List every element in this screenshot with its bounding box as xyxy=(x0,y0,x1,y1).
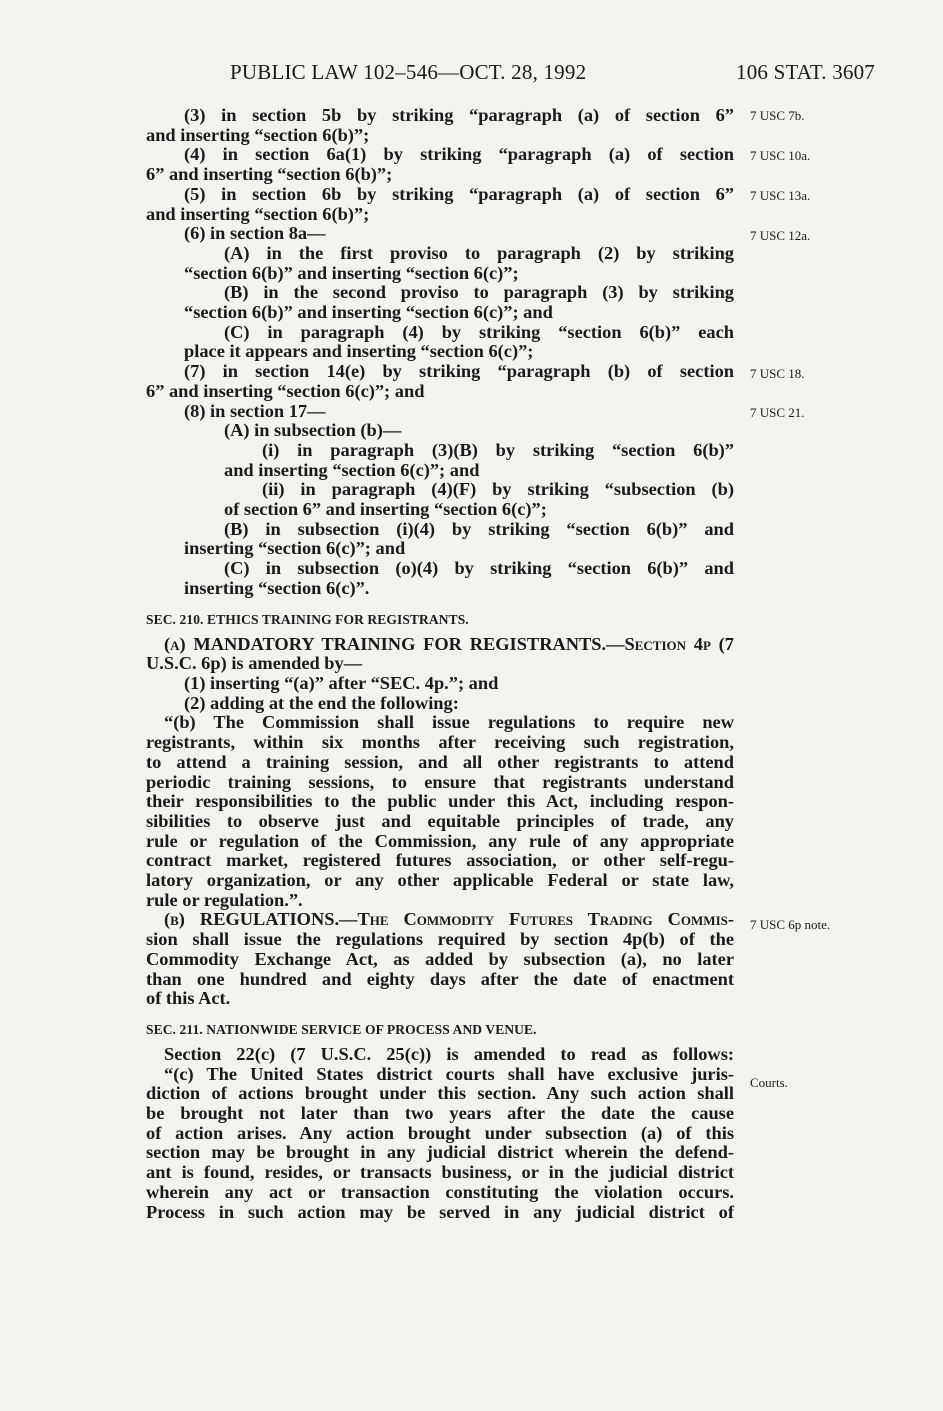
text-line: (B) in subsection (i)(4) by striking “section 6(b)” and xyxy=(224,518,734,539)
text-line: sion shall issue the regulations required by section 4p(b) of the xyxy=(146,929,734,950)
text-line: contract market, registered futures association, or other self-regu- xyxy=(146,850,734,871)
text-line: Section 22(c) (7 U.S.C. 25(c)) is amended to read as follows: xyxy=(164,1043,734,1064)
text-line: “section 6(b)” and inserting “section 6(c)”; xyxy=(184,262,519,283)
text-line: (7) in section 14(e) by striking “paragraph (b) of section xyxy=(184,361,734,382)
text-line: “section 6(b)” and inserting “section 6(c)”; and xyxy=(184,302,553,323)
text-line: 6” and inserting “section 6(b)”; xyxy=(146,164,393,185)
text-line: (C) in paragraph (4) by striking “section 6(b)” each xyxy=(224,321,734,342)
text-line: (5) in section 6b by striking “paragraph (a) of section 6” xyxy=(184,183,734,204)
text-line: (C) in subsection (o)(4) by striking “section 6(b)” and xyxy=(224,558,734,579)
text-line: of this Act. xyxy=(146,988,231,1009)
page-header xyxy=(110,60,875,88)
text-line: inserting “section 6(c)”; and xyxy=(184,538,406,559)
text-line: sibilities to observe just and equitable principles of trade, any xyxy=(146,810,734,831)
margin-note: 7 USC 12a. xyxy=(750,228,811,243)
text-line: and inserting “section 6(b)”; xyxy=(146,203,370,224)
text-line: (ii) in paragraph (4)(F) by striking “subsection (b) xyxy=(262,479,734,500)
text-line: (b) REGULATIONS.—The Commodity Futures Trading Commis- xyxy=(164,909,734,930)
margin-note: 7 USC 7b. xyxy=(750,108,805,123)
text-line: be brought not later than two years after the date the cause xyxy=(146,1103,734,1124)
text-line: (2) adding at the end the following: xyxy=(184,692,459,713)
text-line: and inserting “section 6(b)”; xyxy=(146,124,370,145)
margin-note: 7 USC 6p note. xyxy=(750,917,831,932)
text-line: section may be brought in any judicial district wherein the defend- xyxy=(146,1142,734,1163)
text-line: place it appears and inserting “section 6(c)”; xyxy=(184,341,534,362)
text-line: (4) in section 6a(1) by striking “paragraph (a) of section xyxy=(184,144,734,165)
margin-note: Courts. xyxy=(750,1075,788,1090)
body-text xyxy=(146,106,734,1222)
text-line: than one hundred and eighty days after the date of enactment xyxy=(146,968,734,989)
text-line: periodic training sessions, to ensure that registrants understand xyxy=(146,771,734,792)
text-line: registrants, within six months after receiving such registration, xyxy=(146,732,734,753)
text-line: inserting “section 6(c)”. xyxy=(184,577,370,598)
stat-reference: 106 STAT. 3607 xyxy=(736,60,875,84)
text-line: latory organization, or any other applicable Federal or state law, xyxy=(146,870,734,891)
text-line: (6) in section 8a— xyxy=(184,223,326,244)
text-line: (3) in section 5b by striking “paragraph (a) of section 6” xyxy=(184,105,734,125)
text-line: (B) in the second proviso to paragraph (3) by striking xyxy=(224,282,734,303)
margin-note: 7 USC 10a. xyxy=(750,148,811,163)
text-line: to attend a training session, and all other registrants to attend xyxy=(146,751,734,772)
section-heading: SEC. 210. ETHICS TRAINING FOR REGISTRANTS. xyxy=(146,611,469,627)
text-line: “(c) The United States district courts shall have exclusive juris- xyxy=(164,1063,734,1084)
text-line: of section 6” and inserting “section 6(c)”; xyxy=(224,499,547,520)
text-line: and inserting “section 6(c)”; and xyxy=(224,459,480,480)
text-line: (A) in the first proviso to paragraph (2) by striking xyxy=(224,242,734,263)
text-line: their responsibilities to the public under this Act, including respon- xyxy=(146,791,734,812)
text-line: diction of actions brought under this section. Any such action shall xyxy=(146,1083,734,1104)
text-line: U.S.C. 6p) is amended by— xyxy=(146,653,363,674)
text-line: ant is found, resides, or transacts business, or in the judicial district xyxy=(146,1162,734,1183)
text-line: 6” and inserting “section 6(c)”; and xyxy=(146,380,425,401)
text-line: Commodity Exchange Act, as added by subsection (a), no later xyxy=(146,948,734,969)
margin-note: 7 USC 21. xyxy=(750,405,805,420)
text-line: rule or regulation.”. xyxy=(146,889,303,910)
text-line: (8) in section 17— xyxy=(184,400,326,421)
text-line: wherein any act or transaction constituting the violation occurs. xyxy=(146,1181,734,1202)
text-line: (i) in paragraph (3)(B) by striking “section 6(b)” xyxy=(262,439,734,460)
margin-note: 7 USC 18. xyxy=(750,366,805,381)
section-heading: SEC. 211. NATIONWIDE SERVICE OF PROCESS AND VENUE. xyxy=(146,1021,537,1037)
text-line: (1) inserting “(a)” after “SEC. 4p.”; and xyxy=(184,672,499,693)
text-line: rule or regulation of the Commission, any rule of any appropriate xyxy=(146,830,734,851)
text-line: Process in such action may be served in any judicial district of xyxy=(146,1201,734,1222)
text-line: of action arises. Any action brought under subsection (a) of this xyxy=(146,1122,734,1143)
text-line: (A) in subsection (b)— xyxy=(224,420,402,441)
page-title: PUBLIC LAW 102–546—OCT. 28, 1992 xyxy=(230,60,587,84)
text-line: (a) MANDATORY TRAINING FOR REGISTRANTS.—Section 4p (7 xyxy=(164,633,734,654)
margin-note: 7 USC 13a. xyxy=(750,188,811,203)
text-line: “(b) The Commission shall issue regulations to require new xyxy=(164,712,734,733)
